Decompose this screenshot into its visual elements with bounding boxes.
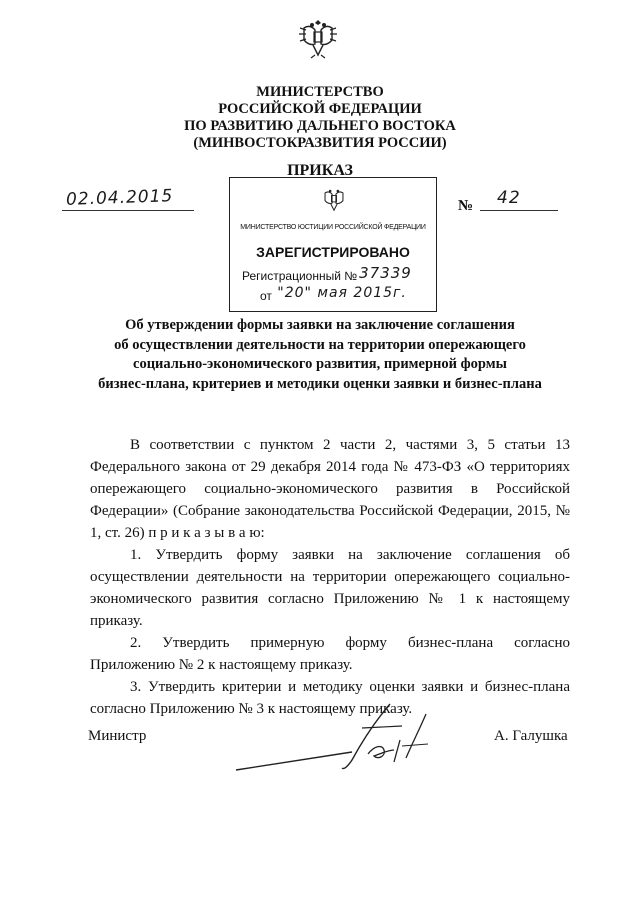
stamp-emblem-icon [319, 184, 349, 216]
registration-stamp [229, 177, 437, 312]
ministry-name [150, 84, 490, 152]
number-underline [480, 210, 558, 211]
subject-line: социально-экономического развития, примерной формы [133, 356, 507, 372]
signatory-name: А. Галушка [494, 728, 568, 744]
subject-line: бизнес-плана, критериев и методики оценки заявки и бизнес-плана [98, 375, 542, 392]
stamp-registration-number [242, 266, 412, 284]
body-item-2: 2. Утвердить примерную форму бизнес-плана согласно Приложению № 2 к настоящему приказу. [90, 635, 570, 673]
stamp-reg-value: 37339 [359, 264, 412, 282]
order-date: 02.04.2015 [65, 186, 174, 210]
body-item-3: 3. Утвердить критерии и методику оценки заявки и бизнес-плана согласно Приложению № 3 к настоящему приказу. [90, 679, 570, 717]
ministry-line: ПО РАЗВИТИЮ ДАЛЬНЕГО ВОСТОКА [184, 118, 456, 134]
signatory-position: Министр [88, 728, 147, 744]
ministry-line: РОССИЙСКОЙ ФЕДЕРАЦИИ [218, 101, 422, 117]
body-intro: В соответствии с пунктом 2 части 2, частями 3, 5 статьи 13 Федерального закона от 29 декабря 2014 года № 473-ФЗ «О территориях опережающего социально-экономического развития в Российской Федерации» (Собрание законодательства Российской Федерации, 2015, № 1, ст. 26) п р и к а з ы в а ю: [90, 437, 570, 541]
order-body [90, 434, 570, 720]
order-number: 42 [497, 188, 521, 208]
order-subject [80, 316, 560, 394]
date-underline [62, 210, 194, 211]
ministry-line: (МИНВОСТОКРАЗВИТИЯ РОССИИ) [193, 135, 447, 151]
order-title: ПРИКАЗ [287, 162, 353, 179]
stamp-date [260, 285, 407, 304]
stamp-ministry: МИНИСТЕРСТВО ЮСТИЦИИ РОССИЙСКОЙ ФЕДЕРАЦИИ [240, 224, 426, 231]
body-item-1: 1. Утвердить форму заявки на заключение соглашения об осуществлении деятельности на территории опережающего социально-экономического развития согласно Приложению № 1 к настоящему приказу. [90, 547, 570, 629]
stamp-date-label: от [260, 289, 272, 303]
number-label: № [458, 198, 474, 214]
ministry-line: МИНИСТЕРСТВО [256, 84, 384, 100]
coat-of-arms-icon [296, 14, 340, 64]
stamp-date-value: "20" мая 2015г. [277, 285, 407, 301]
stamp-registered: ЗАРЕГИСТРИРОВАНО [256, 244, 410, 260]
subject-line: Об утверждении формы заявки на заключение соглашения [125, 317, 515, 333]
subject-line: об осуществлении деятельности на территории опережающего [114, 336, 526, 353]
handwritten-signature [232, 700, 442, 780]
stamp-reg-label: Регистрационный № [242, 269, 358, 283]
